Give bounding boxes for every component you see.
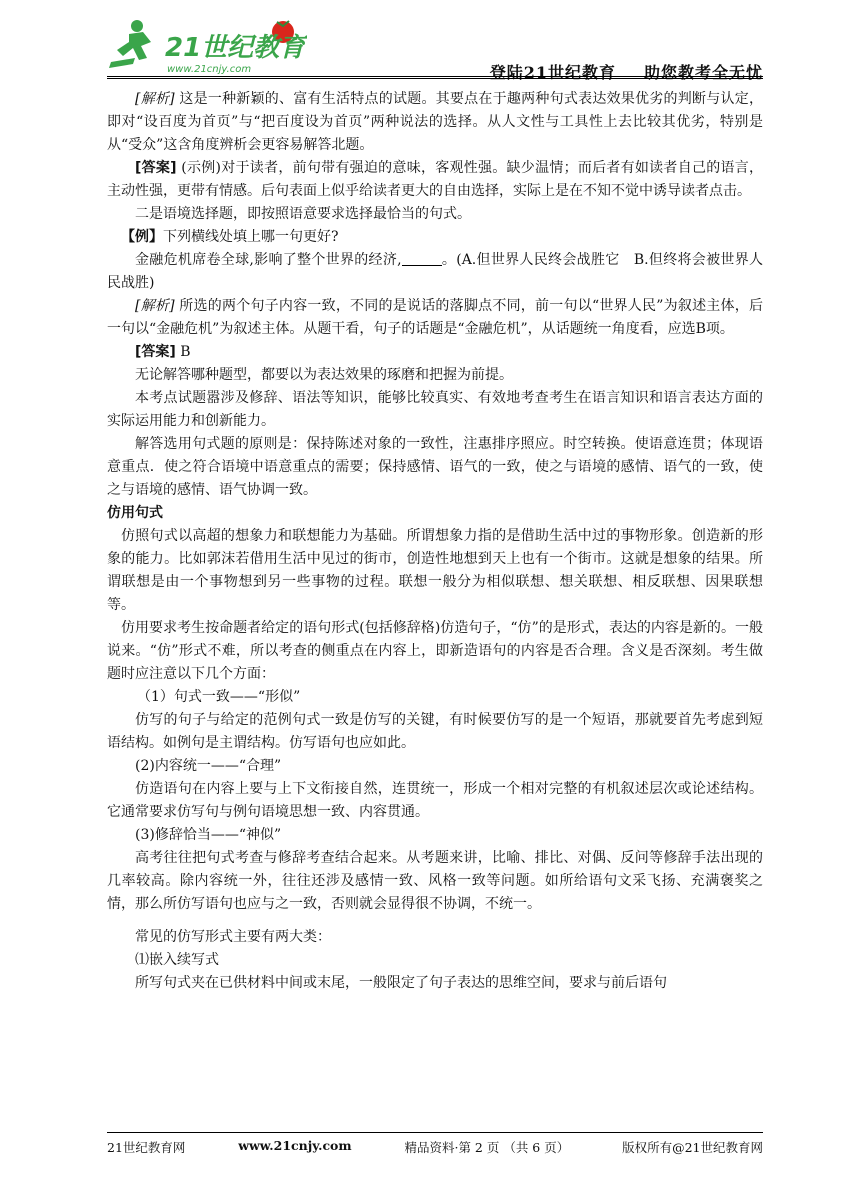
- logo-21cnjy: [107, 12, 307, 78]
- running-figure-icon: [109, 20, 151, 68]
- paragraph: 仿写的句子与给定的范例句式一致是仿写的关键，有时候要仿写的是一个短语，那就要首先考虑到短语结构。如例句是主谓结构。仿写语句也应如此。: [107, 712, 763, 751]
- fill-blank: [402, 251, 442, 266]
- answer-label: [答案]: [135, 344, 176, 360]
- footer-rights: 版权所有@21世纪教育网: [622, 1140, 763, 1155]
- analysis-label: [解析]: [135, 91, 175, 107]
- paragraph: 解答选用句式题的原则是：保持陈述对象的一致性，注惠排序照应。时空转换。使语意连贯；体现语意重点．使之符合语境中语意重点的需要；保持感情、语气的一致，使之与语境的感情、语气的一致，使之与语境的感情、语气协调一致。: [107, 436, 763, 498]
- paragraph: 【例】下列横线处填上哪一句更好?: [121, 229, 339, 245]
- subheading: (2)内容统一——“合理”: [135, 758, 282, 774]
- paragraph: 常见的仿写形式主要有两大类：: [135, 929, 331, 945]
- footer-url: www.21cnjy.com: [238, 1138, 352, 1153]
- slogan-right: 助您教考全无忧: [643, 63, 763, 82]
- footer-rule: [107, 1132, 763, 1133]
- subheading: （1）句式一致——“形似”: [137, 689, 301, 705]
- paragraph: 二是语境选择题，即按照语意要求选择最恰当的句式。: [135, 206, 471, 222]
- logo-text: 21世纪教育: [165, 33, 306, 63]
- page-footer: [107, 1138, 763, 1156]
- footer-page-info: 精品资料·第 2 页 （共 6 页）: [404, 1140, 570, 1155]
- paragraph: [解析] 这是一种新颖的、富有生活特点的试题。其要点在于趣两种句式表达效果优劣的判断与认定，即对“设百度为首页”与“把百度设为首页”两种说法的选择。从人文性与工具性上去比较其优劣，特别是从“受众”这含角度辨析会更容易解答北题。: [107, 91, 763, 153]
- paragraph: 仿造语句在内容上要与上下文衔接自然，连贯统一，形成一个相对完整的有机叙述层次或论述结构。它通常要求仿写句与例句语境思想一致、内容贯通。: [107, 781, 763, 820]
- section-heading: 仿用句式: [107, 505, 163, 521]
- page-header: [107, 12, 763, 82]
- answer-label: [答案]: [135, 160, 177, 176]
- paragraph: 仿照句式以高超的想象力和联想能力为基础。所谓想象力指的是借助生活中过的事物形象。创造新的形象的能力。比如郭沫若借用生活中见过的街市，创造性地想到天上也有一个街市。这就是想象的结果。所谓联想是由一个事物想到另一些事物的过程。联想一般分为相似联想、想关联想、相反联想、因果联想等。: [107, 528, 763, 613]
- subheading: ⑴嵌入续写式: [135, 952, 219, 968]
- paragraph: 金融危机席卷全球,影响了整个世界的经济, 。(A.但世界人民终会战胜它 B.但终将会被世界人民战胜): [107, 252, 763, 291]
- logo-url: www.21cnjy.com: [167, 64, 252, 75]
- paragraph: 本考点试题嚣涉及修辞、语法等知识，能够比较真实、有效地考查考生在语言知识和语言表达方面的实际运用能力和创新能力。: [107, 390, 763, 429]
- slogan-left: 登陆21世纪教育: [489, 63, 616, 82]
- paragraph: 仿用要求考生按命题者给定的语句形式(包括修辞格)仿造句子，“仿”的是形式，表达的内容是新的。一般说来。“仿”形式不难，所以考查的侧重点在内容上，即新造语句的内容是否合理。含义是否深刻。考生做题时应注意以下几个方面：: [107, 620, 763, 682]
- paragraph: [答案] B: [135, 344, 191, 360]
- footer-site: 21世纪教育网: [107, 1140, 186, 1155]
- subheading: (3)修辞恰当——“神似”: [135, 827, 282, 843]
- paragraph: 无论解答哪种题型，都要以为表达效果的琢磨和把握为前提。: [135, 367, 513, 383]
- example-label: 【例】: [121, 229, 163, 245]
- main-content: [107, 88, 763, 995]
- paragraph: 高考往往把句式考查与修辞考查结合起来。从考题来讲，比喻、排比、对偶、反问等修辞手法出现的几率较高。除内容统一外，往往还涉及感情一致、风格一致等问题。如所给语句文采飞扬、充满褒奖之情，那么所仿写语句也应与之一致，否则就会显得很不协调，不统一。: [107, 850, 763, 912]
- header-rule: [107, 76, 763, 79]
- paragraph: [答案] (示例)对于读者，前句带有强迫的意味，客观性强。缺少温情；而后者有如读者自己的语言，主动性强，更带有情感。后句表面上似乎给读者更大的自由选择，实际上是在不知不觉中诱导读者点击。: [107, 160, 764, 199]
- header-slogan: [490, 60, 763, 83]
- paragraph: 所写句式夹在已供材料中间或末尾，一般限定了句子表达的思维空间，要求与前后语句: [135, 975, 667, 991]
- analysis-label: [解析]: [135, 298, 175, 314]
- paragraph: [解析] 所选的两个句子内容一致，不同的是说话的落脚点不同，前一句以“世界人民”为叙述主体，后一句以“金融危机”为叙述主体。从题干看，句子的话题是“金融危机”，从话题统一角度看，应选B项。: [107, 298, 763, 337]
